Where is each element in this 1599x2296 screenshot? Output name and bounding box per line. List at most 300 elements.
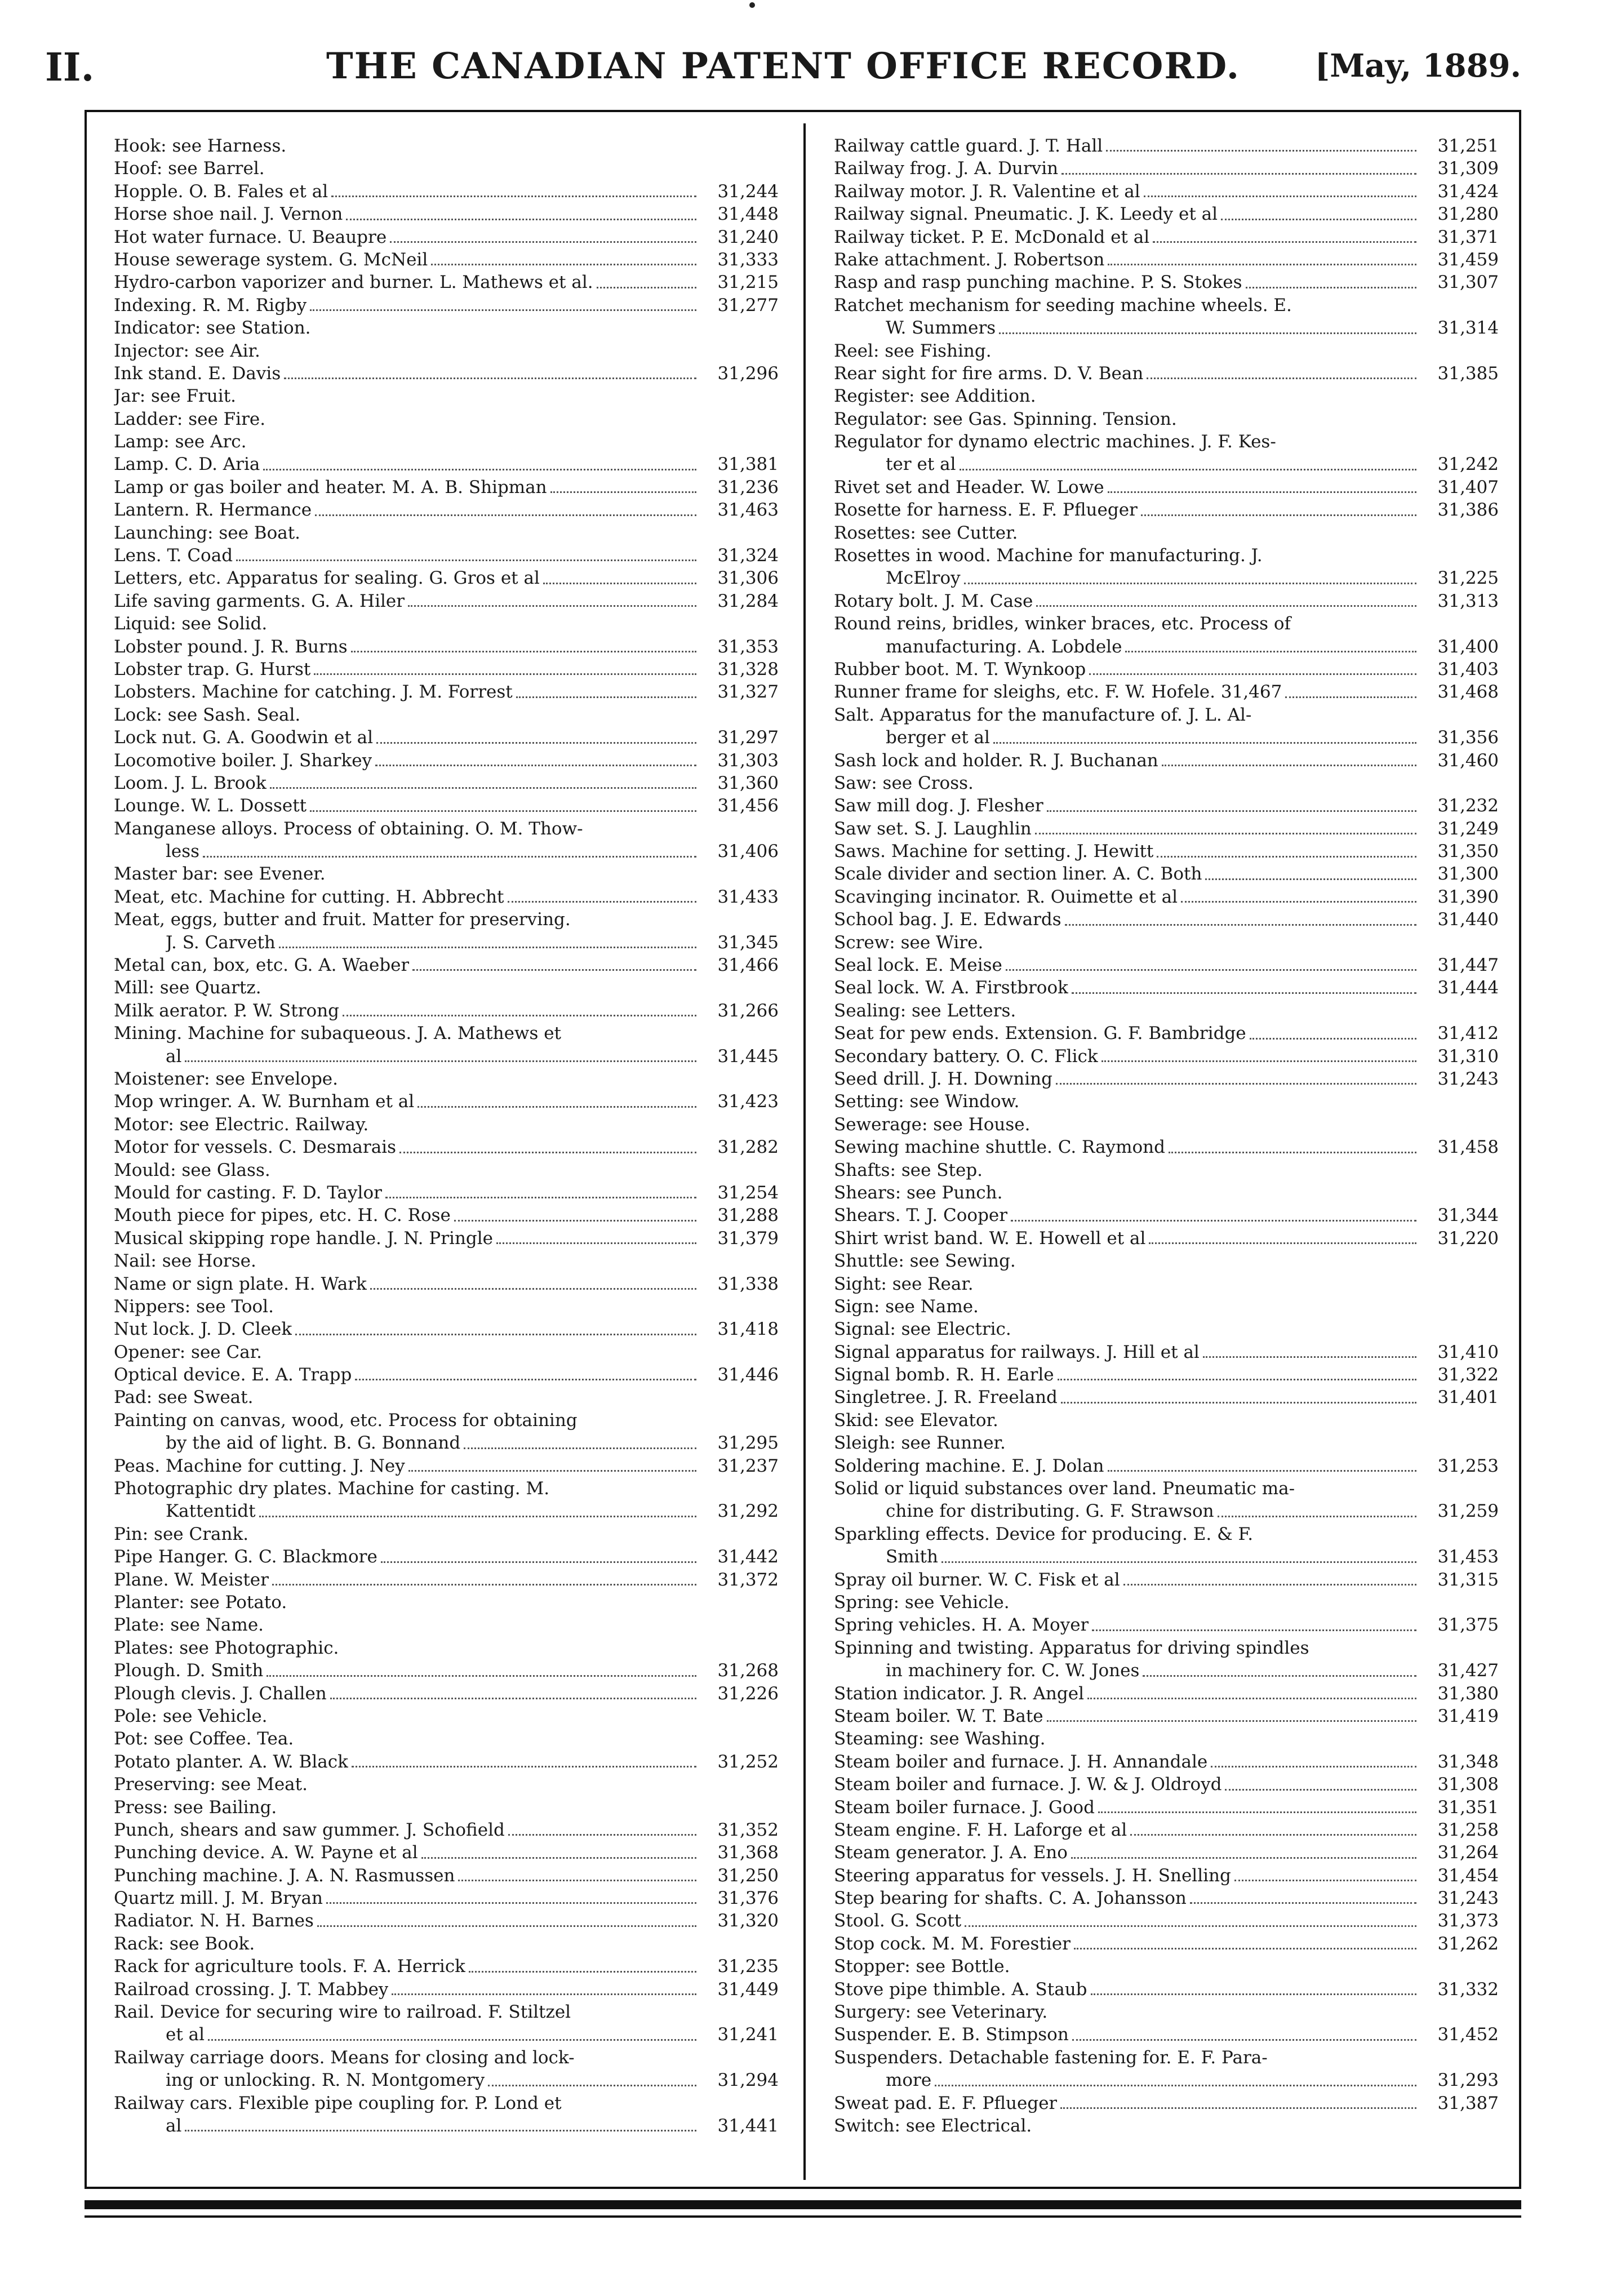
patent-number: 31,262 <box>1437 1933 1499 1954</box>
entry-text: Step bearing for shafts. C. A. Johansson <box>834 1888 1187 1909</box>
entry-text: Optical device. E. A. Trapp <box>114 1365 352 1385</box>
entry-text: Nippers: see Tool. <box>114 1296 274 1317</box>
entry-text: Master bar: see Evener. <box>114 864 326 885</box>
dot-leader <box>999 332 1416 334</box>
index-entry <box>834 567 1499 589</box>
entry-text: Metal can, box, etc. G. A. Waeber <box>114 955 410 976</box>
patent-number: 31,215 <box>717 272 779 293</box>
index-entry <box>834 1409 1499 1432</box>
index-entry <box>114 772 779 794</box>
index-entry <box>114 1318 779 1340</box>
index-entry <box>834 818 1499 840</box>
index-entry <box>834 1090 1499 1113</box>
entry-text: Lamp: see Arc. <box>114 432 247 452</box>
index-entry <box>114 430 779 453</box>
dot-leader <box>208 2039 696 2041</box>
index-entry <box>114 1341 779 1364</box>
entry-text: Rake attachment. J. Robertson <box>834 249 1105 270</box>
entry-text: Indicator: see Station. <box>114 318 311 339</box>
patent-number: 31,297 <box>717 727 779 748</box>
dot-leader <box>1108 264 1416 265</box>
index-entry <box>114 1364 779 1386</box>
index-entry <box>834 1751 1499 1773</box>
index-entry <box>114 1000 779 1022</box>
dot-leader <box>266 1675 696 1677</box>
entry-text: Lobsters. Machine for catching. J. M. Forrest <box>114 682 513 703</box>
entry-text: Sweat pad. E. F. Pflueger <box>834 2093 1058 2113</box>
entry-text: Lobster trap. G. Hurst <box>114 659 311 680</box>
patent-number: 31,401 <box>1437 1387 1499 1408</box>
index-entry <box>834 749 1499 772</box>
entry-text: Sleigh: see Runner. <box>834 1433 1006 1454</box>
index-entry <box>834 522 1499 544</box>
index-entry <box>114 2115 779 2137</box>
dot-leader <box>1285 696 1416 698</box>
entry-text: Plate: see Name. <box>114 1615 264 1636</box>
patent-number: 31,338 <box>717 1273 779 1294</box>
dot-leader <box>263 469 696 470</box>
index-entry <box>114 340 779 362</box>
dot-leader <box>1092 1629 1416 1631</box>
index-entry <box>114 886 779 908</box>
entry-text: by the aid of light. B. G. Bonnand <box>166 1433 461 1454</box>
patent-number: 31,277 <box>717 295 779 316</box>
entry-text: Mould: see Glass. <box>114 1160 270 1180</box>
entry-text: School bag. J. E. Edwards <box>834 909 1061 930</box>
dot-leader <box>370 1288 696 1290</box>
dot-leader <box>508 901 697 903</box>
patent-number: 31,406 <box>717 841 779 862</box>
patent-number: 31,295 <box>717 1433 779 1454</box>
index-entry <box>834 544 1499 567</box>
entry-text: Life saving garments. G. A. Hiler <box>114 590 405 611</box>
entry-text: Shears. T. J. Cooper <box>834 1205 1008 1226</box>
patent-number: 31,403 <box>1437 659 1499 680</box>
index-entry <box>834 1250 1499 1272</box>
index-entry <box>114 749 779 772</box>
patent-number: 31,251 <box>1437 135 1499 156</box>
index-entry <box>114 840 779 863</box>
dot-leader <box>408 1470 696 1472</box>
dot-leader <box>1144 196 1416 197</box>
dot-leader <box>1211 1766 1416 1767</box>
patent-number: 31,345 <box>717 932 779 953</box>
index-entry <box>114 818 779 840</box>
entry-text: Switch: see Electrical. <box>834 2115 1032 2136</box>
index-entry <box>114 1500 779 1522</box>
index-entry <box>834 499 1499 521</box>
index-entry <box>834 954 1499 976</box>
dot-leader <box>317 1925 696 1927</box>
index-entry <box>114 1022 779 1045</box>
entry-text: ing or unlocking. R. N. Montgomery <box>166 2070 485 2091</box>
dot-leader <box>1091 1993 1417 1995</box>
entry-text: Railway cattle guard. J. T. Hall <box>834 135 1103 156</box>
entry-text: Runner frame for sleighs, etc. F. W. Hofele. 31,467 <box>834 682 1282 703</box>
entry-text: berger et al <box>886 727 990 748</box>
entry-text: Rosette for harness. E. F. Pflueger <box>834 500 1138 521</box>
entry-text: al <box>166 1046 182 1067</box>
index-entry <box>834 2046 1499 2069</box>
index-entry <box>114 453 779 476</box>
patent-number: 31,306 <box>717 568 779 589</box>
entry-text: Spring vehicles. H. A. Moyer <box>834 1615 1089 1636</box>
entry-text: Ink stand. E. Davis <box>114 363 281 384</box>
index-entry <box>114 1773 779 1796</box>
dot-leader <box>965 1925 1416 1927</box>
patent-number: 31,308 <box>1437 1774 1499 1795</box>
patent-number: 31,258 <box>1437 1819 1499 1840</box>
dot-leader <box>1056 1083 1416 1085</box>
index-entry <box>834 226 1499 248</box>
entry-text: Manganese alloys. Process of obtaining. O. M. Thow- <box>114 818 583 839</box>
index-entry <box>114 2069 779 2091</box>
entry-text: Sight: see Rear. <box>834 1273 974 1294</box>
entry-text: Rack for agriculture tools. F. A. Herrick <box>114 1956 465 1977</box>
dot-leader <box>1221 219 1416 220</box>
entry-text: Sewing machine shuttle. C. Raymond <box>834 1137 1165 1158</box>
index-entry <box>114 954 779 976</box>
index-entry <box>114 567 779 589</box>
patent-number: 31,371 <box>1437 227 1499 247</box>
index-entry <box>834 2023 1499 2046</box>
index-entry <box>834 636 1499 658</box>
index-entry <box>114 271 779 294</box>
entry-text: Seal lock. W. A. Firstbrook <box>834 978 1068 998</box>
entry-text: McElroy <box>886 568 961 589</box>
index-entry <box>834 2092 1499 2115</box>
index-entry <box>834 1933 1499 1955</box>
dot-leader <box>185 2130 696 2131</box>
index-entry <box>114 2092 779 2115</box>
entry-text: W. Summers <box>886 318 996 339</box>
patent-number: 31,348 <box>1437 1751 1499 1772</box>
dot-leader <box>330 1698 696 1699</box>
index-entry <box>114 1727 779 1750</box>
entry-text: Stopper: see Bottle. <box>834 1956 1010 1977</box>
patent-number: 31,386 <box>1437 500 1499 521</box>
index-entry <box>834 863 1499 886</box>
index-entry <box>114 1273 779 1295</box>
patent-number: 31,266 <box>717 1000 779 1021</box>
patent-number: 31,313 <box>1437 590 1499 611</box>
patent-number: 31,324 <box>717 545 779 566</box>
dot-leader <box>399 1152 696 1153</box>
dot-leader <box>1006 969 1416 971</box>
index-entry <box>834 1614 1499 1636</box>
bottom-rule-thin <box>85 2215 1521 2218</box>
index-entry <box>114 794 779 817</box>
patent-number: 31,243 <box>1437 1888 1499 1909</box>
dot-leader <box>464 1447 696 1449</box>
entry-text: more <box>886 2070 932 2091</box>
index-entry <box>114 1409 779 1432</box>
entry-text: Saw: see Cross. <box>834 772 974 793</box>
patent-number: 31,459 <box>1437 249 1499 270</box>
index-entry <box>114 1569 779 1591</box>
entry-text: Ladder: see Fire. <box>114 408 266 429</box>
index-entry <box>114 908 779 931</box>
patent-number: 31,407 <box>1437 477 1499 498</box>
index-entry <box>834 2001 1499 2023</box>
patent-number: 31,452 <box>1437 2024 1499 2045</box>
dot-leader <box>469 1971 696 1973</box>
dot-leader <box>1071 1857 1416 1859</box>
entry-text: Shafts: see Step. <box>834 1160 983 1180</box>
dot-leader <box>1130 1834 1416 1836</box>
entry-text: Punch, shears and saw gummer. J. Schofield <box>114 1819 505 1840</box>
dot-leader <box>1123 1584 1416 1586</box>
patent-number: 31,463 <box>717 500 779 521</box>
index-entry <box>114 1841 779 1864</box>
index-entry <box>834 1455 1499 1477</box>
index-entry <box>114 1909 779 1932</box>
entry-text: Loom. J. L. Brook <box>114 772 266 793</box>
entry-text: Nail: see Horse. <box>114 1251 256 1272</box>
entry-text: et al <box>166 2024 205 2045</box>
dot-leader <box>597 287 696 288</box>
index-entry <box>114 1751 779 1773</box>
patent-number: 31,225 <box>1437 568 1499 589</box>
entry-text: Signal: see Electric. <box>834 1319 1011 1340</box>
dot-leader <box>352 1766 696 1767</box>
dot-leader <box>1143 1675 1416 1677</box>
entry-text: Rear sight for fire arms. D. V. Bean <box>834 363 1144 384</box>
index-entry <box>834 2115 1499 2137</box>
patent-number: 31,237 <box>717 1455 779 1476</box>
dot-leader <box>1058 1379 1416 1380</box>
index-entry <box>114 1386 779 1409</box>
dot-leader <box>1061 1402 1416 1404</box>
dot-leader <box>1157 856 1416 858</box>
dot-leader <box>1108 1470 1417 1472</box>
dot-leader <box>543 583 696 584</box>
patent-number: 31,453 <box>1437 1547 1499 1567</box>
entry-text: Lock: see Sash. Seal. <box>114 704 301 725</box>
entry-text: Punching machine. J. A. N. Rasmussen <box>114 1865 455 1886</box>
entry-text: Scavinging incinator. R. Ouimette et al <box>834 886 1178 907</box>
index-entry <box>114 408 779 430</box>
patent-number: 31,296 <box>717 363 779 384</box>
entry-text: Pole: see Vehicle. <box>114 1706 268 1726</box>
dot-leader <box>508 1834 696 1836</box>
patent-number: 31,352 <box>717 1819 779 1840</box>
dot-leader <box>431 264 696 265</box>
patent-number: 31,368 <box>717 1842 779 1863</box>
dot-leader <box>1035 833 1416 834</box>
entry-text: Rack: see Book. <box>114 1933 255 1954</box>
patent-number: 31,310 <box>1437 1046 1499 1067</box>
dot-leader <box>1101 1060 1416 1062</box>
patent-number: 31,356 <box>1437 727 1499 748</box>
entry-text: Sealing: see Letters. <box>834 1000 1016 1021</box>
dot-leader <box>272 1584 696 1586</box>
entry-text: Spring: see Vehicle. <box>834 1592 1010 1613</box>
entry-text: Regulator for dynamo electric machines. J. F. Kes- <box>834 432 1276 452</box>
dot-leader <box>279 947 696 948</box>
page-title: THE CANADIAN PATENT OFFICE RECORD. <box>326 45 1241 87</box>
index-entry <box>114 704 779 726</box>
dot-leader <box>1169 1152 1416 1153</box>
entry-text: Meat, etc. Machine for cutting. H. Abbrecht <box>114 886 504 907</box>
entry-text: Milk aerator. P. W. Strong <box>114 1000 340 1021</box>
entry-text: Liquid: see Solid. <box>114 614 268 634</box>
dot-leader <box>964 583 1416 584</box>
dot-leader <box>1205 878 1416 880</box>
patent-number: 31,264 <box>1437 1842 1499 1863</box>
entry-text: Motor: see Electric. Railway. <box>114 1114 369 1135</box>
entry-text: Planter: see Potato. <box>114 1592 287 1613</box>
index-entry <box>834 1659 1499 1682</box>
dot-leader <box>1162 765 1416 766</box>
entry-text: Punching device. A. W. Payne et al <box>114 1842 418 1863</box>
entry-text: Name or sign plate. H. Wark <box>114 1273 367 1294</box>
index-entry <box>834 385 1499 407</box>
dot-leader <box>1108 491 1416 493</box>
patent-number: 31,373 <box>1437 1911 1499 1931</box>
index-entry <box>834 1022 1499 1045</box>
entry-text: Steam boiler furnace. J. Good <box>834 1797 1095 1818</box>
patent-number: 31,375 <box>1437 1615 1499 1636</box>
dot-leader <box>259 1516 696 1517</box>
index-entry <box>834 931 1499 954</box>
index-entry <box>114 2001 779 2023</box>
entry-text: Regulator: see Gas. Spinning. Tension. <box>834 408 1177 429</box>
dot-leader <box>417 1106 696 1108</box>
dot-leader <box>385 1197 696 1198</box>
entry-text: Secondary battery. O. C. Flick <box>834 1046 1098 1067</box>
dot-leader <box>1246 287 1416 288</box>
index-entry <box>114 362 779 385</box>
patent-number: 31,314 <box>1437 318 1499 339</box>
index-entry <box>114 863 779 886</box>
patent-number: 31,353 <box>717 636 779 657</box>
entry-text: Station indicator. J. R. Angel <box>834 1683 1084 1704</box>
entry-text: Opener: see Car. <box>114 1342 262 1362</box>
index-entry <box>834 294 1499 317</box>
patent-number: 31,449 <box>717 1979 779 2000</box>
patent-number: 31,327 <box>717 682 779 703</box>
index-entry <box>114 1546 779 1568</box>
entry-text: Railway frog. J. A. Durvin <box>834 158 1059 179</box>
index-entry <box>114 658 779 681</box>
entry-text: Rail. Device for securing wire to railroad. F. Stiltzel <box>114 2002 571 2023</box>
entry-text: Mop wringer. A. W. Burnham et al <box>114 1091 415 1112</box>
index-entry <box>114 1955 779 1978</box>
entry-text: Setting: see Window. <box>834 1091 1020 1112</box>
entry-text: chine for distributing. G. F. Strawson <box>886 1501 1214 1522</box>
patent-number: 31,427 <box>1437 1660 1499 1681</box>
entry-text: Quartz mill. J. M. Bryan <box>114 1888 323 1909</box>
patent-number: 31,418 <box>717 1319 779 1340</box>
patent-number: 31,332 <box>1437 1979 1499 2000</box>
dot-leader <box>236 559 696 561</box>
dot-leader <box>1125 651 1416 652</box>
entry-text: Steam boiler. W. T. Bate <box>834 1706 1043 1726</box>
entry-text: Moistener: see Envelope. <box>114 1069 338 1089</box>
index-entry <box>114 1477 779 1500</box>
entry-text: Horse shoe nail. J. Vernon <box>114 204 343 225</box>
index-entry <box>834 1909 1499 1932</box>
index-entry <box>114 1068 779 1090</box>
index-entry <box>834 1955 1499 1978</box>
entry-text: Photographic dry plates. Machine for casting. M. <box>114 1478 550 1499</box>
index-entry <box>114 1204 779 1227</box>
column-divider <box>803 123 806 2180</box>
index-entry <box>834 1773 1499 1796</box>
dot-leader <box>421 1857 696 1859</box>
index-entry <box>834 135 1499 157</box>
index-entry <box>834 1000 1499 1022</box>
patent-number: 31,241 <box>717 2024 779 2045</box>
patent-number: 31,250 <box>717 1865 779 1886</box>
index-entry <box>834 772 1499 794</box>
entry-text: Plough. D. Smith <box>114 1660 264 1681</box>
patent-number: 31,380 <box>1437 1683 1499 1704</box>
entry-text: Stop cock. M. M. Forestier <box>834 1933 1071 1954</box>
dot-leader <box>1149 1242 1416 1244</box>
dot-leader <box>1065 924 1416 926</box>
index-entry <box>834 1182 1499 1204</box>
entry-text: Meat, eggs, butter and fruit. Matter for preserving. <box>114 909 571 930</box>
patent-number: 31,240 <box>717 227 779 247</box>
patent-number: 31,379 <box>717 1228 779 1249</box>
patent-number: 31,300 <box>1437 864 1499 885</box>
patent-number: 31,315 <box>1437 1569 1499 1590</box>
dot-leader <box>355 1379 696 1380</box>
dot-leader <box>310 810 696 812</box>
index-entry <box>834 1591 1499 1614</box>
index-entry <box>114 180 779 203</box>
index-entry <box>834 886 1499 908</box>
index-entry <box>114 294 779 317</box>
dot-leader <box>310 309 696 311</box>
entry-text: Steam generator. J. A. Eno <box>834 1842 1068 1863</box>
dot-leader <box>993 742 1416 744</box>
dot-leader <box>351 651 696 652</box>
entry-text: Steam engine. F. H. Laforge et al <box>834 1819 1127 1840</box>
index-entry <box>114 2046 779 2069</box>
dot-leader <box>1106 150 1416 152</box>
patent-number: 31,288 <box>717 1205 779 1226</box>
index-entry <box>834 1500 1499 1522</box>
entry-text: Shirt wrist band. W. E. Howell et al <box>834 1228 1146 1249</box>
index-entry <box>834 1477 1499 1500</box>
patent-number: 31,322 <box>1437 1365 1499 1385</box>
patent-number: 31,381 <box>717 454 779 475</box>
entry-text: Mill: see Quartz. <box>114 978 261 998</box>
dot-leader <box>1060 2107 1416 2109</box>
index-entry <box>114 1523 779 1546</box>
dot-leader <box>1089 673 1416 675</box>
entry-text: Kattentidt <box>166 1501 256 1522</box>
index-entry <box>114 726 779 749</box>
patent-number: 31,424 <box>1437 181 1499 202</box>
index-entry <box>834 612 1499 635</box>
index-entry <box>834 590 1499 612</box>
index-entry <box>114 1637 779 1659</box>
patent-number: 31,390 <box>1437 886 1499 907</box>
patent-number: 31,320 <box>717 1911 779 1931</box>
entry-text: Signal apparatus for railways. J. Hill et al <box>834 1342 1200 1362</box>
dot-leader <box>458 1880 696 1881</box>
entry-text: Steaming: see Washing. <box>834 1729 1046 1749</box>
patent-number: 31,220 <box>1437 1228 1499 1249</box>
index-entry <box>834 1705 1499 1727</box>
index-entry <box>114 1819 779 1841</box>
entry-text: ter et al <box>886 454 956 475</box>
entry-text: Register: see Addition. <box>834 386 1036 407</box>
